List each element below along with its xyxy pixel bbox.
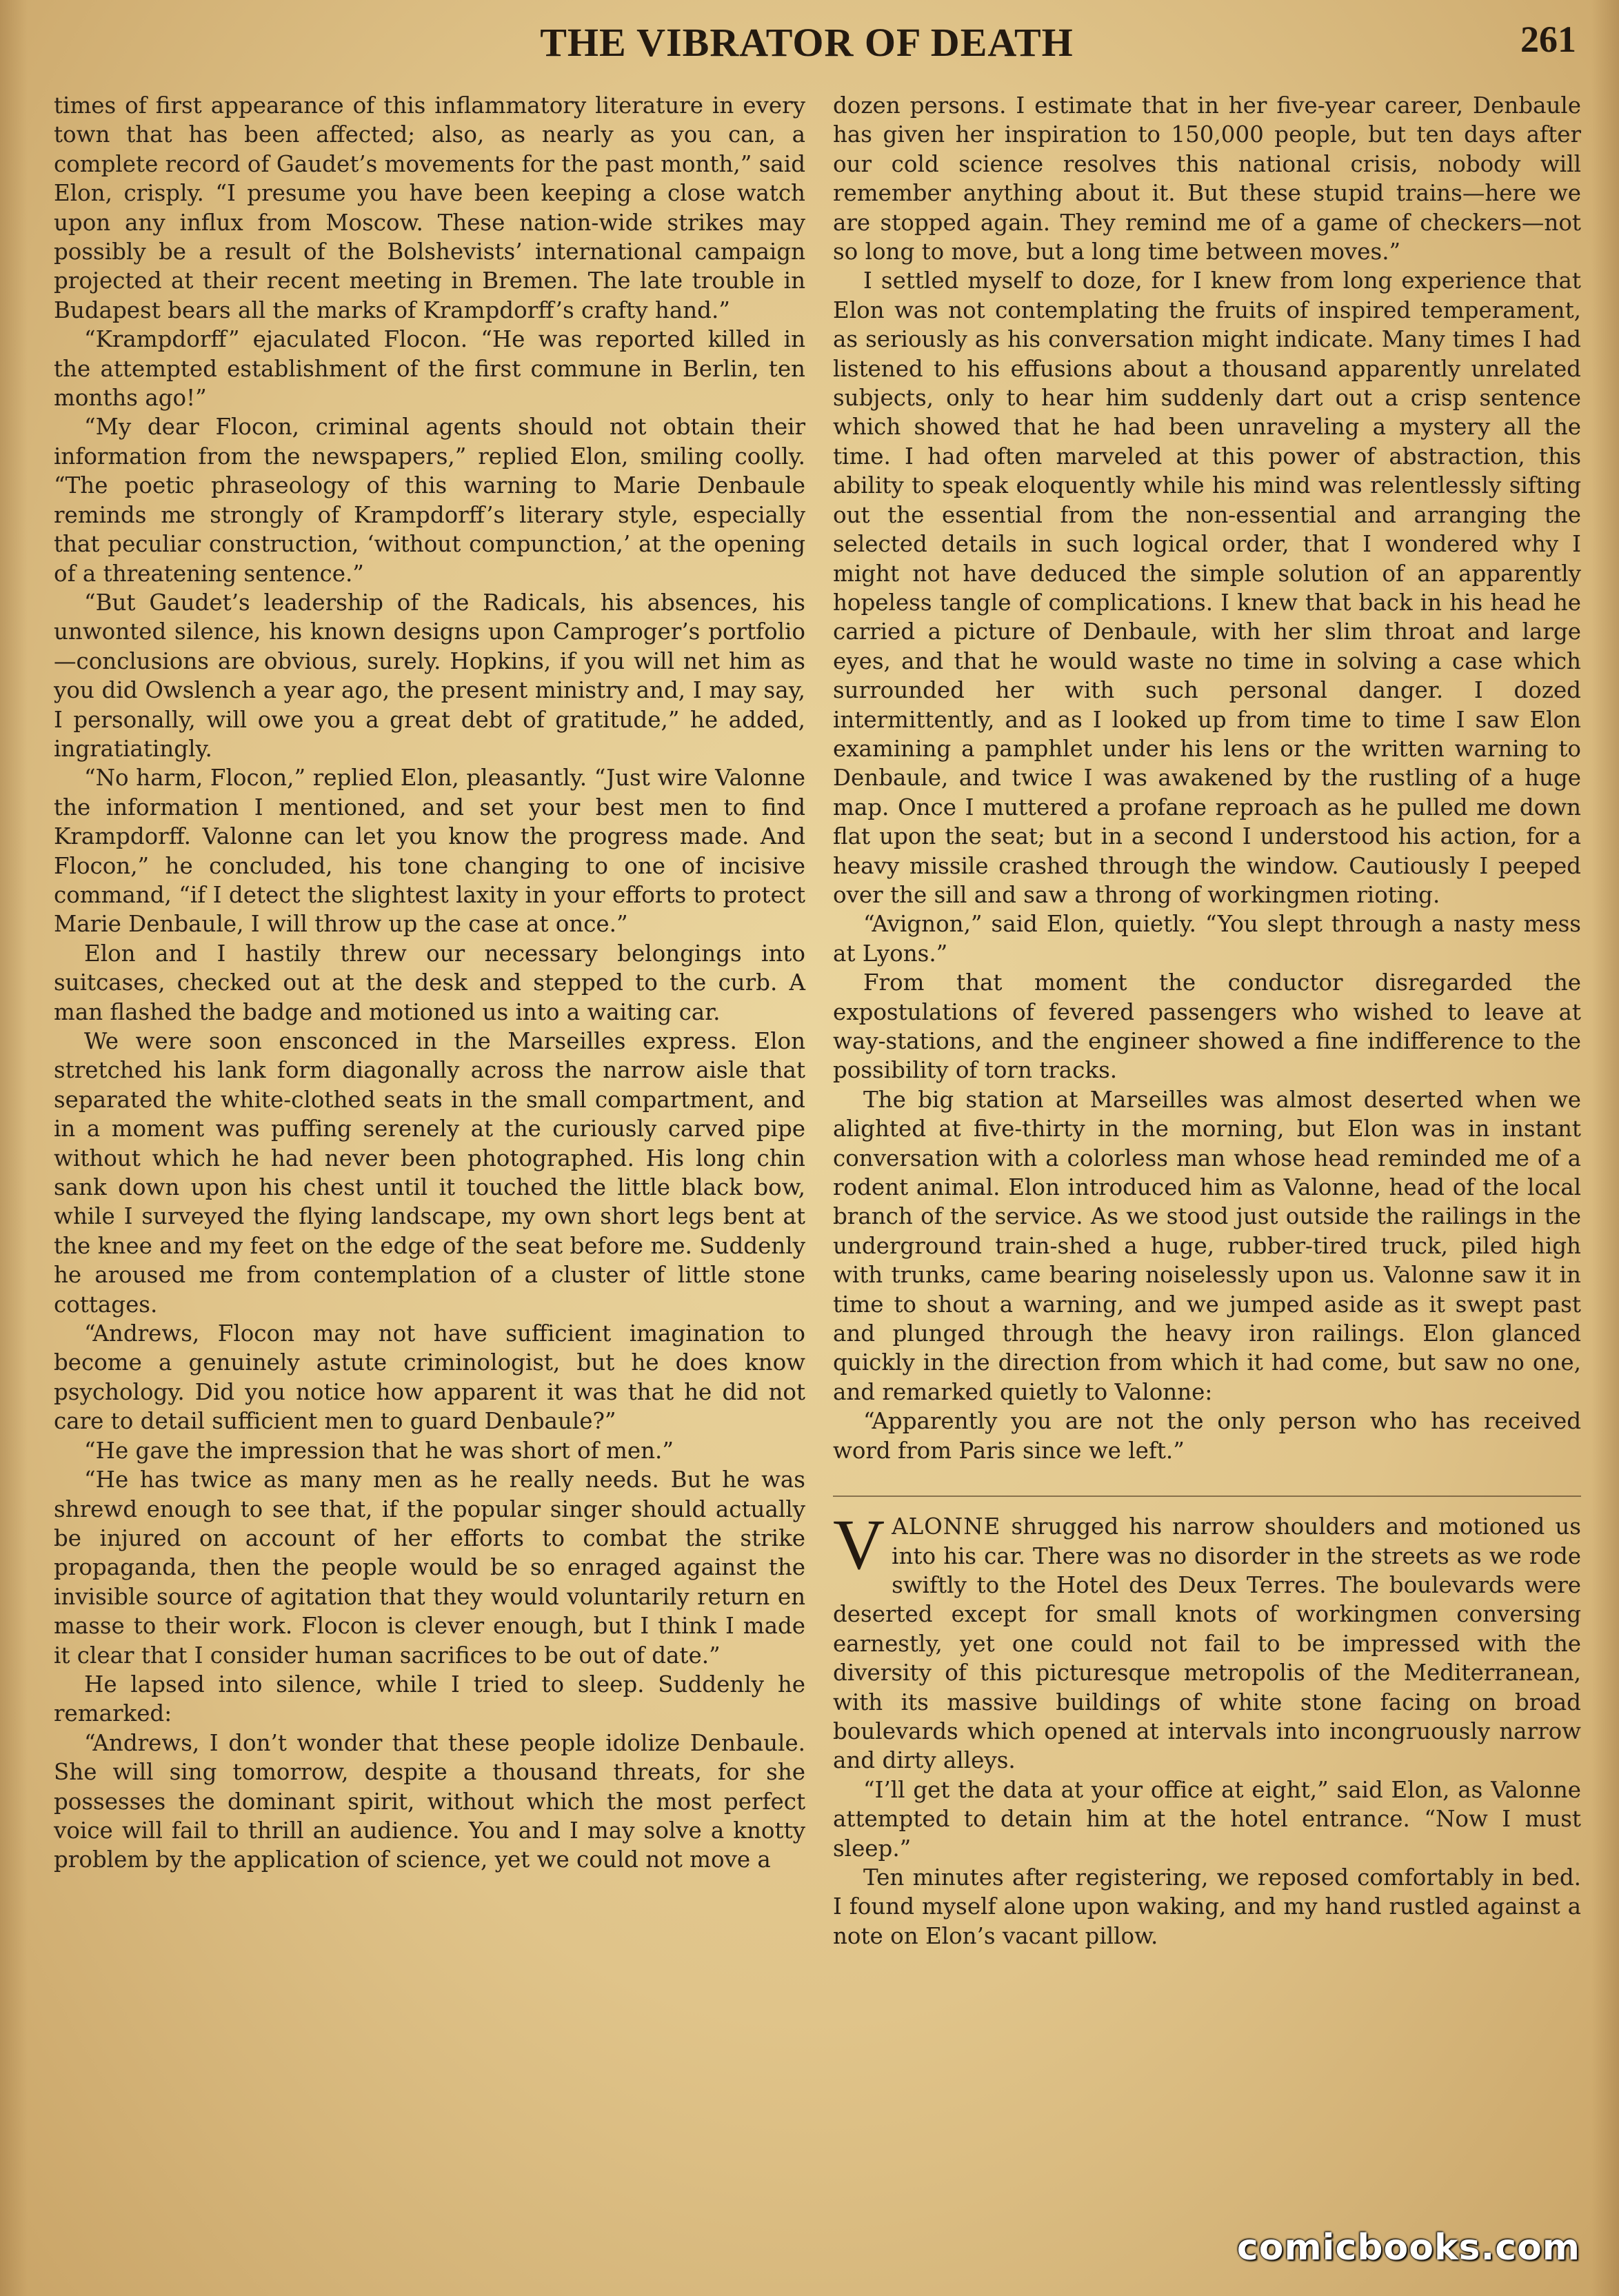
- paragraph: “No harm, Flocon,” replied Elon, pleasantly. “Just wire Valonne the information I mentioned, and set your best men to find Krampdorff. Valonne can let you know the progress made. And Flocon,” he concluded, his tone changing to one of incisive command, “if I detect the slightest laxity in your efforts to protect Marie Denbaule, I will throw up the case at once.”: [54, 765, 805, 938]
- paragraph-text: shrugged his narrow shoulders and motioned us into his car. There was no disorder in the streets as we rode swiftly to the Hotel des Deux Terres. The boulevards were deserted except for small knots of workingmen conversing earnestly, yet one could not fail to be impressed with the diversity of this picturesque metropolis of the Mediterranean, with its massive buildings of white stone facing on broad boulevards which opened at intervals into incongruously narrow and dirty alleys.: [833, 1513, 1581, 1774]
- section-divider: [833, 1465, 1581, 1497]
- small-caps-lead: ALONNE: [892, 1513, 1001, 1540]
- paragraph: “I’ll get the data at your office at eight,” said Elon, as Valonne attempted to detain him at the hotel entrance. “Now I must sleep.”: [833, 1776, 1581, 1862]
- paragraph: The big station at Marseilles was almost deserted when we alighted at five-thirty in the morning, but Elon was in instant conversation with a colorless man whose head reminded me of a rodent animal. Elon introduced him as Valonne, head of the local branch of the service. As we stood just outside the railings in the underground train-shed a huge, rubber-tired truck, piled high with trunks, came bearing noiselessly upon us. Valonne saw it in time to shout a warning, and we jumped aside as it swept past and plunged through the heavy iron railings. Elon glanced quickly in the direction from which it had come, but saw no one, and remarked quietly to Valonne:: [833, 1086, 1581, 1405]
- paragraph: “Andrews, I don’t wonder that these people idolize Denbaule. She will sing tomorrow, despite a thousand threats, for she possesses the dominant spirit, without which the most perfect voice will fail to thrill an audience. You and I may solve a knotty problem by the application of science, yet we could not move a: [54, 1729, 805, 1873]
- paragraph: dozen persons. I estimate that in her five-year career, Denbaule has given her inspiration to 150,000 people, but ten days after our cold science resolves this national crisis, nobody will remember anything about it. But these stupid trains—here we are stopped again. They remind me of a game of checkers—not so long to move, but a long time between moves.”: [833, 92, 1581, 265]
- paragraph: “My dear Flocon, criminal agents should not obtain their information from the newspapers,” replied Elon, smiling coolly. “The poetic phraseology of this warning to Marie Denbaule reminds me strongly of Krampdorff’s literary style, especially that peculiar construction, ‘without compunction,’ at the opening of a threatening sentence.”: [54, 414, 805, 587]
- page-number: 261: [1520, 19, 1576, 60]
- drop-cap-paragraph: [833, 1505, 1581, 1775]
- paragraph: I settled myself to doze, for I knew from long experience that Elon was not contemplating the fruits of inspired temperament, as seriously as his conversation might indicate. Many times I had listened to his effusions about a thousand apparently unrelated subjects, only to hear him suddenly dart out a crisp sentence which showed that he had been unraveling a mystery all the time. I had often marveled at this power of abstraction, this ability to speak eloquently while his mind was relentlessly sifting out the essential from the non-essential and arranging the selected details in such logical order, that I wondered why I might not have deduced the simple solution of an apparently hopeless tangle of complications. I knew that back in his head he carried a picture of Denbaule, with her slim throat and large eyes, and that he would waste no time in solving a case which surrounded her with such personal danger. I dozed intermittently, and as I looked up from time to time I saw Elon examining a pamphlet under his lens or the written warning to Denbaule, and twice I was awakened by the rustling of a huge map. Once I muttered a profane reproach as he pulled me down flat upon the seat; but in a second I understood his action, for a heavy missile crashed through the window. Cautiously I peeped over the sill and saw a throng of workingmen rioting.: [833, 268, 1581, 908]
- left-text-column: [54, 91, 805, 1875]
- paragraph: times of first appearance of this inflammatory literature in every town that has been affected; also, as nearly as you can, a complete record of Gaudet’s movements for the past month,” said Elon, crisply. “I presume you have been keeping a close watch upon any influx from Moscow. These nation-wide strikes may possibly be a result of the Bolshevists’ international campaign projected at their recent meeting in Bremen. The late trouble in Budapest bears all the marks of Krampdorff’s crafty hand.”: [54, 92, 805, 323]
- paragraph: “But Gaudet’s leadership of the Radicals, his absences, his unwonted silence, his known designs upon Camproger’s portfolio—conclusions are obvious, surely. Hopkins, if you will net him as you did Owslench a year ago, the present ministry and, I may say, I personally, will owe you a great debt of gratitude,” he added, ingratiatingly.: [54, 589, 805, 762]
- paragraph: Ten minutes after registering, we reposed comfortably in bed. I found myself alone upon waking, and my hand rustled against a note on Elon’s vacant pillow.: [833, 1864, 1581, 1949]
- paragraph: “He has twice as many men as he really needs. But he was shrewd enough to see that, if the popular singer should actually be injured on account of her efforts to combat the strike propaganda, then the people would be so enraged against the invisible source of agitation that they would voluntarily return en masse to their work. Flocon is clever enough, but I think I made it clear that I consider human sacrifices to be out of date.”: [54, 1467, 805, 1669]
- site-watermark: comicbooks.com: [1236, 2227, 1580, 2268]
- page-edge-shadow-left: [0, 0, 28, 2296]
- paragraph: “Krampdorff” ejaculated Flocon. “He was reported killed in the attempted establishment of the first commune in Berlin, ten months ago!”: [54, 326, 805, 412]
- paragraph: From that moment the conductor disregarded the expostulations of fevered passengers who wished to leave at way-stations, and the engineer showed a fine indifference to the possibility of torn tracks.: [833, 969, 1581, 1084]
- paragraph: “He gave the impression that he was short of men.”: [84, 1437, 674, 1464]
- paragraph: We were soon ensconced in the Marseilles express. Elon stretched his lank form diagonally across the narrow aisle that separated the white-clothed seats in the small compartment, and in a moment was puffing serenely at the curiously carved pipe without which he had never been photographed. His long chin sank down upon his chest until it touched the little black bow, while I surveyed the flying landscape, my own short legs bent at the knee and my feet on the edge of the seat before me. Suddenly he aroused me from contemplation of a cluster of little stone cottages.: [54, 1028, 805, 1318]
- running-head-title: THE VIBRATOR OF DEATH: [540, 20, 1074, 65]
- paragraph: Elon and I hastily threw our necessary belongings into suitcases, checked out at the desk and stepped to the curb. A man flashed the badge and motioned us into a waiting car.: [54, 940, 805, 1025]
- paragraph: “Apparently you are not the only person who has received word from Paris since we left.”: [833, 1408, 1581, 1464]
- paragraph: “Andrews, Flocon may not have sufficient imagination to become a genuinely astute criminologist, but he does know psychology. Did you notice how apparent it was that he did not care to detail sufficient men to guard Denbaule?”: [54, 1320, 805, 1435]
- right-text-column: [833, 91, 1581, 1951]
- drop-cap-letter: V: [833, 1505, 885, 1585]
- paragraph: “Avignon,” said Elon, quietly. “You slept through a nasty mess at Lyons.”: [833, 911, 1581, 967]
- page-edge-shadow-right: [1591, 0, 1619, 2296]
- paragraph: He lapsed into silence, while I tried to sleep. Suddenly he remarked:: [54, 1671, 805, 1727]
